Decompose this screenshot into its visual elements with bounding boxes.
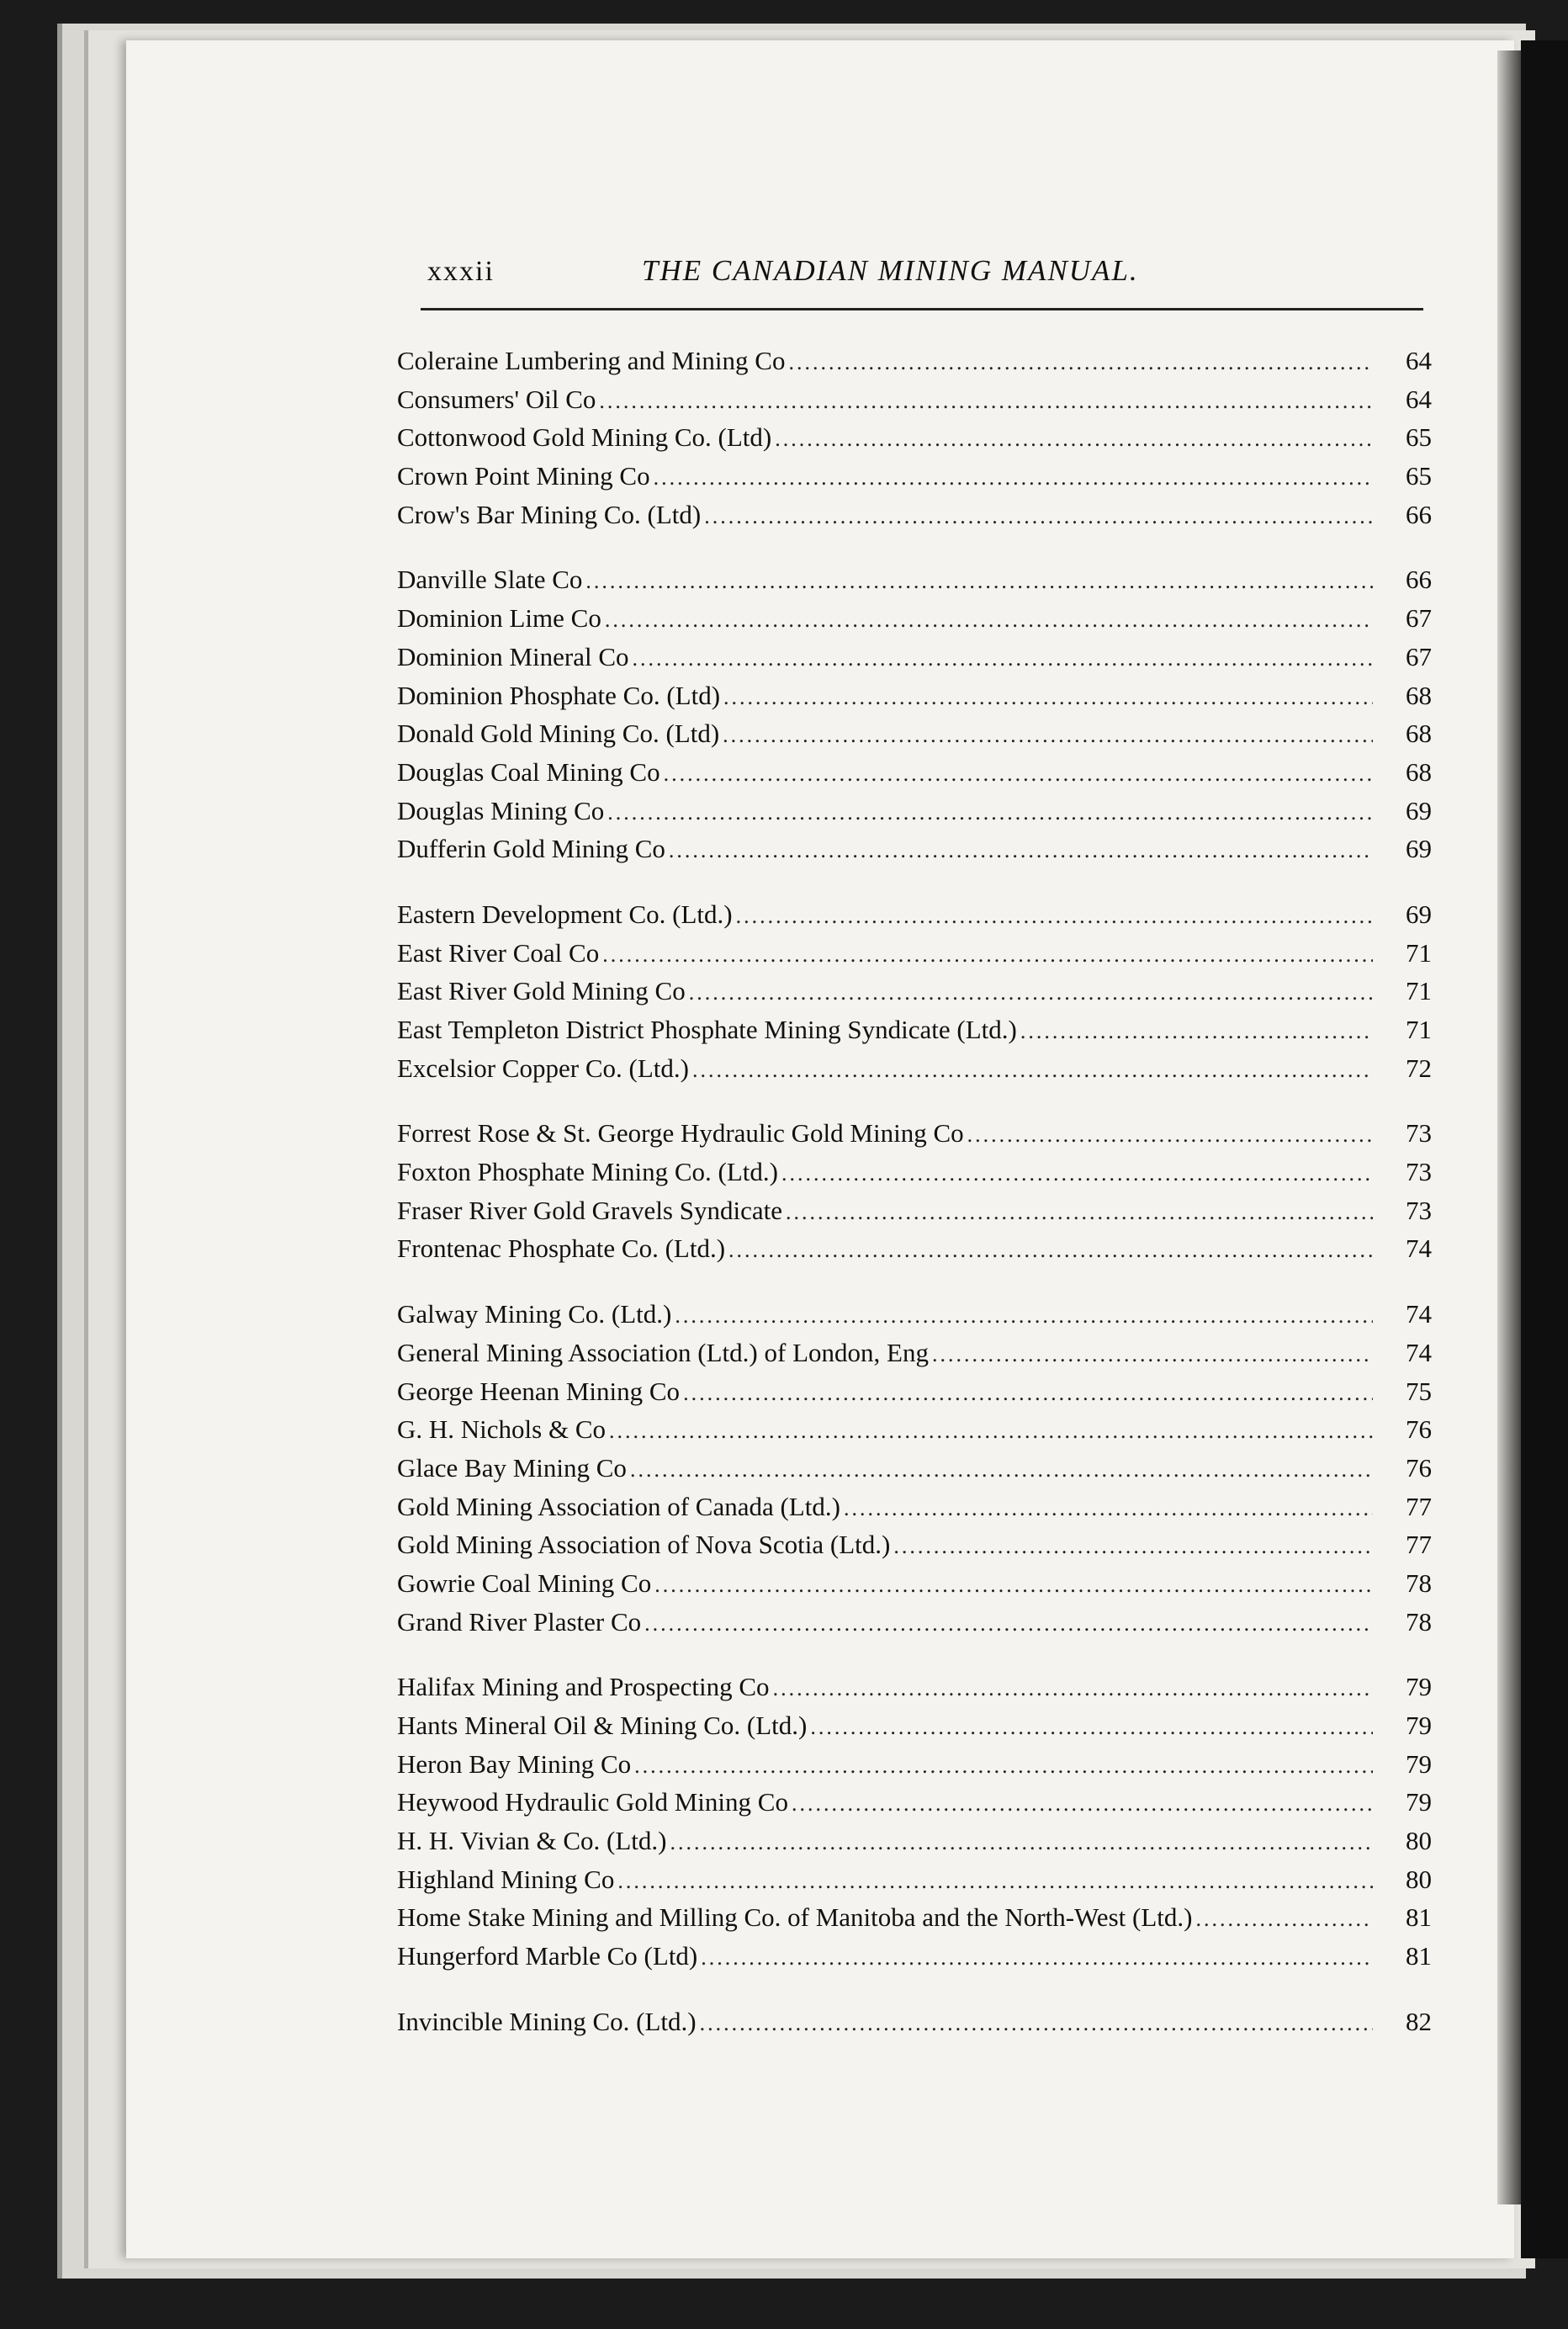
entry-name: Dominion Mineral Co [397, 641, 629, 671]
index-entry [397, 638, 1432, 676]
entry-name: Gold Mining Association of Nova Scotia (Ltd.) [397, 1530, 891, 1560]
entry-name: Highland Mining Co [397, 1864, 615, 1894]
group-separator [397, 1641, 1432, 1668]
index-entry [397, 1410, 1432, 1449]
index-entry [397, 1898, 1432, 1937]
dot-leader [792, 1785, 1373, 1823]
dot-leader [689, 974, 1373, 1012]
entry-page: 76 [1406, 1414, 1432, 1445]
entry-name: Douglas Mining Co [397, 795, 605, 825]
entry-name: Home Stake Mining and Milling Co. of Manitoba and the North-West (Ltd.) [397, 1902, 1193, 1933]
entry-name: H. H. Vivian & Co. (Ltd.) [397, 1826, 667, 1856]
entry-page: 79 [1406, 1787, 1432, 1817]
dot-leader [786, 1193, 1373, 1232]
entry-name: Excelsior Copper Co. (Ltd.) [397, 1053, 689, 1083]
entry-name: Consumers' Oil Co [397, 384, 596, 414]
entry-name: East River Coal Co [397, 937, 600, 968]
entry-page: 72 [1406, 1053, 1432, 1083]
index-entry [397, 1488, 1432, 1526]
entry-page: 79 [1406, 1748, 1432, 1779]
entry-page: 78 [1406, 1568, 1432, 1598]
entry-page: 69 [1406, 899, 1432, 929]
dot-leader [723, 716, 1373, 755]
entry-name: G. H. Nichols & Co [397, 1414, 606, 1445]
dot-leader [781, 1154, 1373, 1193]
entry-page: 66 [1406, 565, 1432, 595]
dot-leader [675, 1297, 1373, 1335]
dot-leader [670, 1823, 1373, 1862]
index-entry [397, 895, 1432, 934]
index-entry [397, 1334, 1432, 1372]
entry-name: Cottonwood Gold Mining Co. (Ltd) [397, 422, 772, 453]
dot-leader [1020, 1012, 1373, 1051]
index-entry [397, 418, 1432, 457]
entry-name: Grand River Plaster Co [397, 1606, 642, 1637]
dot-leader [664, 755, 1373, 793]
entry-page: 79 [1406, 1711, 1432, 1740]
entry-page: 80 [1406, 1826, 1432, 1856]
entry-name: Dominion Phosphate Co. (Ltd) [397, 680, 721, 710]
entry-name: Galway Mining Co. (Ltd.) [397, 1299, 672, 1329]
entry-page: 73 [1406, 1195, 1432, 1225]
entry-page: 64 [1406, 384, 1432, 414]
dot-leader [736, 897, 1373, 936]
dot-leader [617, 1862, 1373, 1901]
entry-name: Danville Slate Co [397, 565, 583, 595]
dot-leader [644, 1605, 1373, 1643]
entry-page: 75 [1406, 1376, 1432, 1406]
group-separator [397, 1976, 1432, 2003]
entry-name: East River Gold Mining Co [397, 976, 686, 1006]
dot-leader [654, 1566, 1373, 1605]
index-entry [397, 560, 1432, 599]
entry-name: General Mining Association (Ltd.) of London, Eng [397, 1337, 929, 1367]
entry-page: 69 [1406, 795, 1432, 825]
dot-leader [1195, 1900, 1373, 1939]
index-entry [397, 676, 1432, 715]
entry-page: 66 [1406, 499, 1432, 529]
index-entry [397, 380, 1432, 419]
page-number: xxxii [427, 256, 495, 287]
index-entry [397, 1860, 1432, 1899]
entry-name: Crow's Bar Mining Co. (Ltd) [397, 499, 702, 529]
dot-leader [599, 382, 1373, 421]
entry-name: Glace Bay Mining Co [397, 1452, 627, 1483]
dot-leader [605, 601, 1373, 639]
entry-page: 77 [1406, 1491, 1432, 1521]
index-entry [397, 830, 1432, 868]
index-entry [397, 1525, 1432, 1564]
dot-leader [810, 1708, 1373, 1747]
entry-page: 74 [1406, 1233, 1432, 1264]
dot-leader [607, 793, 1373, 832]
entry-name: Fraser River Gold Gravels Syndicate [397, 1195, 782, 1225]
entry-name: Foxton Phosphate Mining Co. (Ltd.) [397, 1157, 778, 1187]
index-entry [397, 753, 1432, 792]
entry-name: Hants Mineral Oil & Mining Co. (Ltd.) [397, 1711, 808, 1740]
dot-leader [654, 459, 1373, 497]
dot-leader [630, 1451, 1373, 1489]
entry-name: Coleraine Lumbering and Mining Co [397, 346, 786, 375]
entry-page: 74 [1406, 1337, 1432, 1367]
page-gutter-shadow [1497, 50, 1523, 2204]
index-entry [397, 792, 1432, 830]
dot-leader [683, 1374, 1373, 1413]
dot-leader [585, 562, 1373, 601]
group-separator [397, 1087, 1432, 1114]
dot-leader [775, 420, 1373, 459]
entry-name: Frontenac Phosphate Co. (Ltd.) [397, 1233, 726, 1264]
index-entry [397, 1449, 1432, 1488]
entry-page: 79 [1406, 1672, 1432, 1702]
index-entry [397, 1603, 1432, 1642]
index-entry [397, 1372, 1432, 1411]
entry-name: Heron Bay Mining Co [397, 1748, 632, 1779]
dot-leader [932, 1335, 1373, 1374]
entry-page: 77 [1406, 1530, 1432, 1560]
header-rule [421, 308, 1423, 310]
entry-name: Heywood Hydraulic Gold Mining Co [397, 1787, 788, 1817]
index-entry [397, 1822, 1432, 1860]
dot-leader [669, 831, 1373, 870]
entry-name: Eastern Development Co. (Ltd.) [397, 899, 733, 929]
dot-leader [634, 1747, 1373, 1785]
entry-page: 68 [1406, 756, 1432, 787]
entry-page: 74 [1406, 1299, 1432, 1329]
group-separator [397, 1268, 1432, 1295]
index-entry [397, 342, 1432, 380]
index-entry [397, 1937, 1432, 1976]
entry-name: Crown Point Mining Co [397, 461, 650, 491]
dot-leader [728, 1231, 1373, 1270]
entry-page: 81 [1406, 1941, 1432, 1971]
index-entry [397, 1011, 1432, 1049]
index-entry [397, 934, 1432, 973]
dot-leader [967, 1116, 1373, 1154]
entry-page: 78 [1406, 1606, 1432, 1637]
index-entry [397, 1114, 1432, 1153]
index-entry [397, 1783, 1432, 1822]
dot-leader [723, 678, 1373, 717]
entry-page: 73 [1406, 1118, 1432, 1149]
index-list [397, 342, 1432, 2041]
entry-name: Dominion Lime Co [397, 603, 601, 634]
dot-leader [844, 1489, 1373, 1528]
index-entry [397, 496, 1432, 534]
entry-name: Invincible Mining Co. (Ltd.) [397, 2006, 697, 2036]
index-entry [397, 457, 1432, 496]
entry-page: 67 [1406, 641, 1432, 671]
index-entry [397, 1153, 1432, 1191]
entry-page: 68 [1406, 719, 1432, 749]
group-separator [397, 868, 1432, 895]
page-header [427, 256, 1424, 298]
entry-name: Gold Mining Association of Canada (Ltd.) [397, 1491, 840, 1521]
entry-page: 67 [1406, 603, 1432, 634]
entry-page: 71 [1406, 976, 1432, 1006]
index-entry [397, 1229, 1432, 1268]
entry-page: 76 [1406, 1452, 1432, 1483]
entry-name: Hungerford Marble Co (Ltd) [397, 1941, 698, 1971]
dot-leader [700, 2004, 1373, 2043]
dot-leader [704, 497, 1373, 536]
entry-page: 69 [1406, 834, 1432, 864]
entry-name: Dufferin Gold Mining Co [397, 834, 665, 864]
entry-name: East Templeton District Phosphate Mining Syndicate (Ltd.) [397, 1015, 1017, 1044]
dot-leader [602, 936, 1373, 974]
entry-page: 71 [1406, 1015, 1432, 1044]
entry-page: 81 [1406, 1902, 1432, 1933]
entry-page: 68 [1406, 680, 1432, 710]
index-entry [397, 972, 1432, 1011]
entry-name: Forrest Rose & St. George Hydraulic Gold Mining Co [397, 1118, 964, 1149]
entry-page: 65 [1406, 422, 1432, 453]
group-separator [397, 533, 1432, 560]
index-entry [397, 714, 1432, 753]
entry-name: George Heenan Mining Co [397, 1376, 681, 1406]
index-entry [397, 599, 1432, 638]
index-entry [397, 1049, 1432, 1088]
entry-name: Halifax Mining and Prospecting Co [397, 1672, 770, 1702]
dot-leader [692, 1051, 1373, 1090]
dot-leader [701, 1939, 1373, 1977]
entry-page: 80 [1406, 1864, 1432, 1894]
entry-name: Donald Gold Mining Co. (Ltd) [397, 719, 720, 749]
index-entry [397, 1564, 1432, 1603]
index-entry [397, 1745, 1432, 1784]
running-title: THE CANADIAN MINING MANUAL. [642, 254, 1139, 287]
entry-page: 64 [1406, 346, 1432, 375]
entry-page: 82 [1406, 2006, 1432, 2036]
dot-leader [893, 1527, 1373, 1566]
entry-page: 73 [1406, 1157, 1432, 1187]
index-entry [397, 1191, 1432, 1230]
dot-leader [788, 343, 1373, 382]
entry-name: Douglas Coal Mining Co [397, 756, 660, 787]
index-entry [397, 2003, 1432, 2041]
entry-name: Gowrie Coal Mining Co [397, 1568, 652, 1598]
index-entry [397, 1668, 1432, 1706]
dot-leader [633, 639, 1373, 678]
book-spine [1521, 40, 1568, 2258]
dot-leader [773, 1669, 1373, 1708]
dot-leader [609, 1412, 1373, 1451]
index-entry [397, 1295, 1432, 1334]
index-entry [397, 1706, 1432, 1745]
entry-page: 71 [1406, 937, 1432, 968]
entry-page: 65 [1406, 461, 1432, 491]
